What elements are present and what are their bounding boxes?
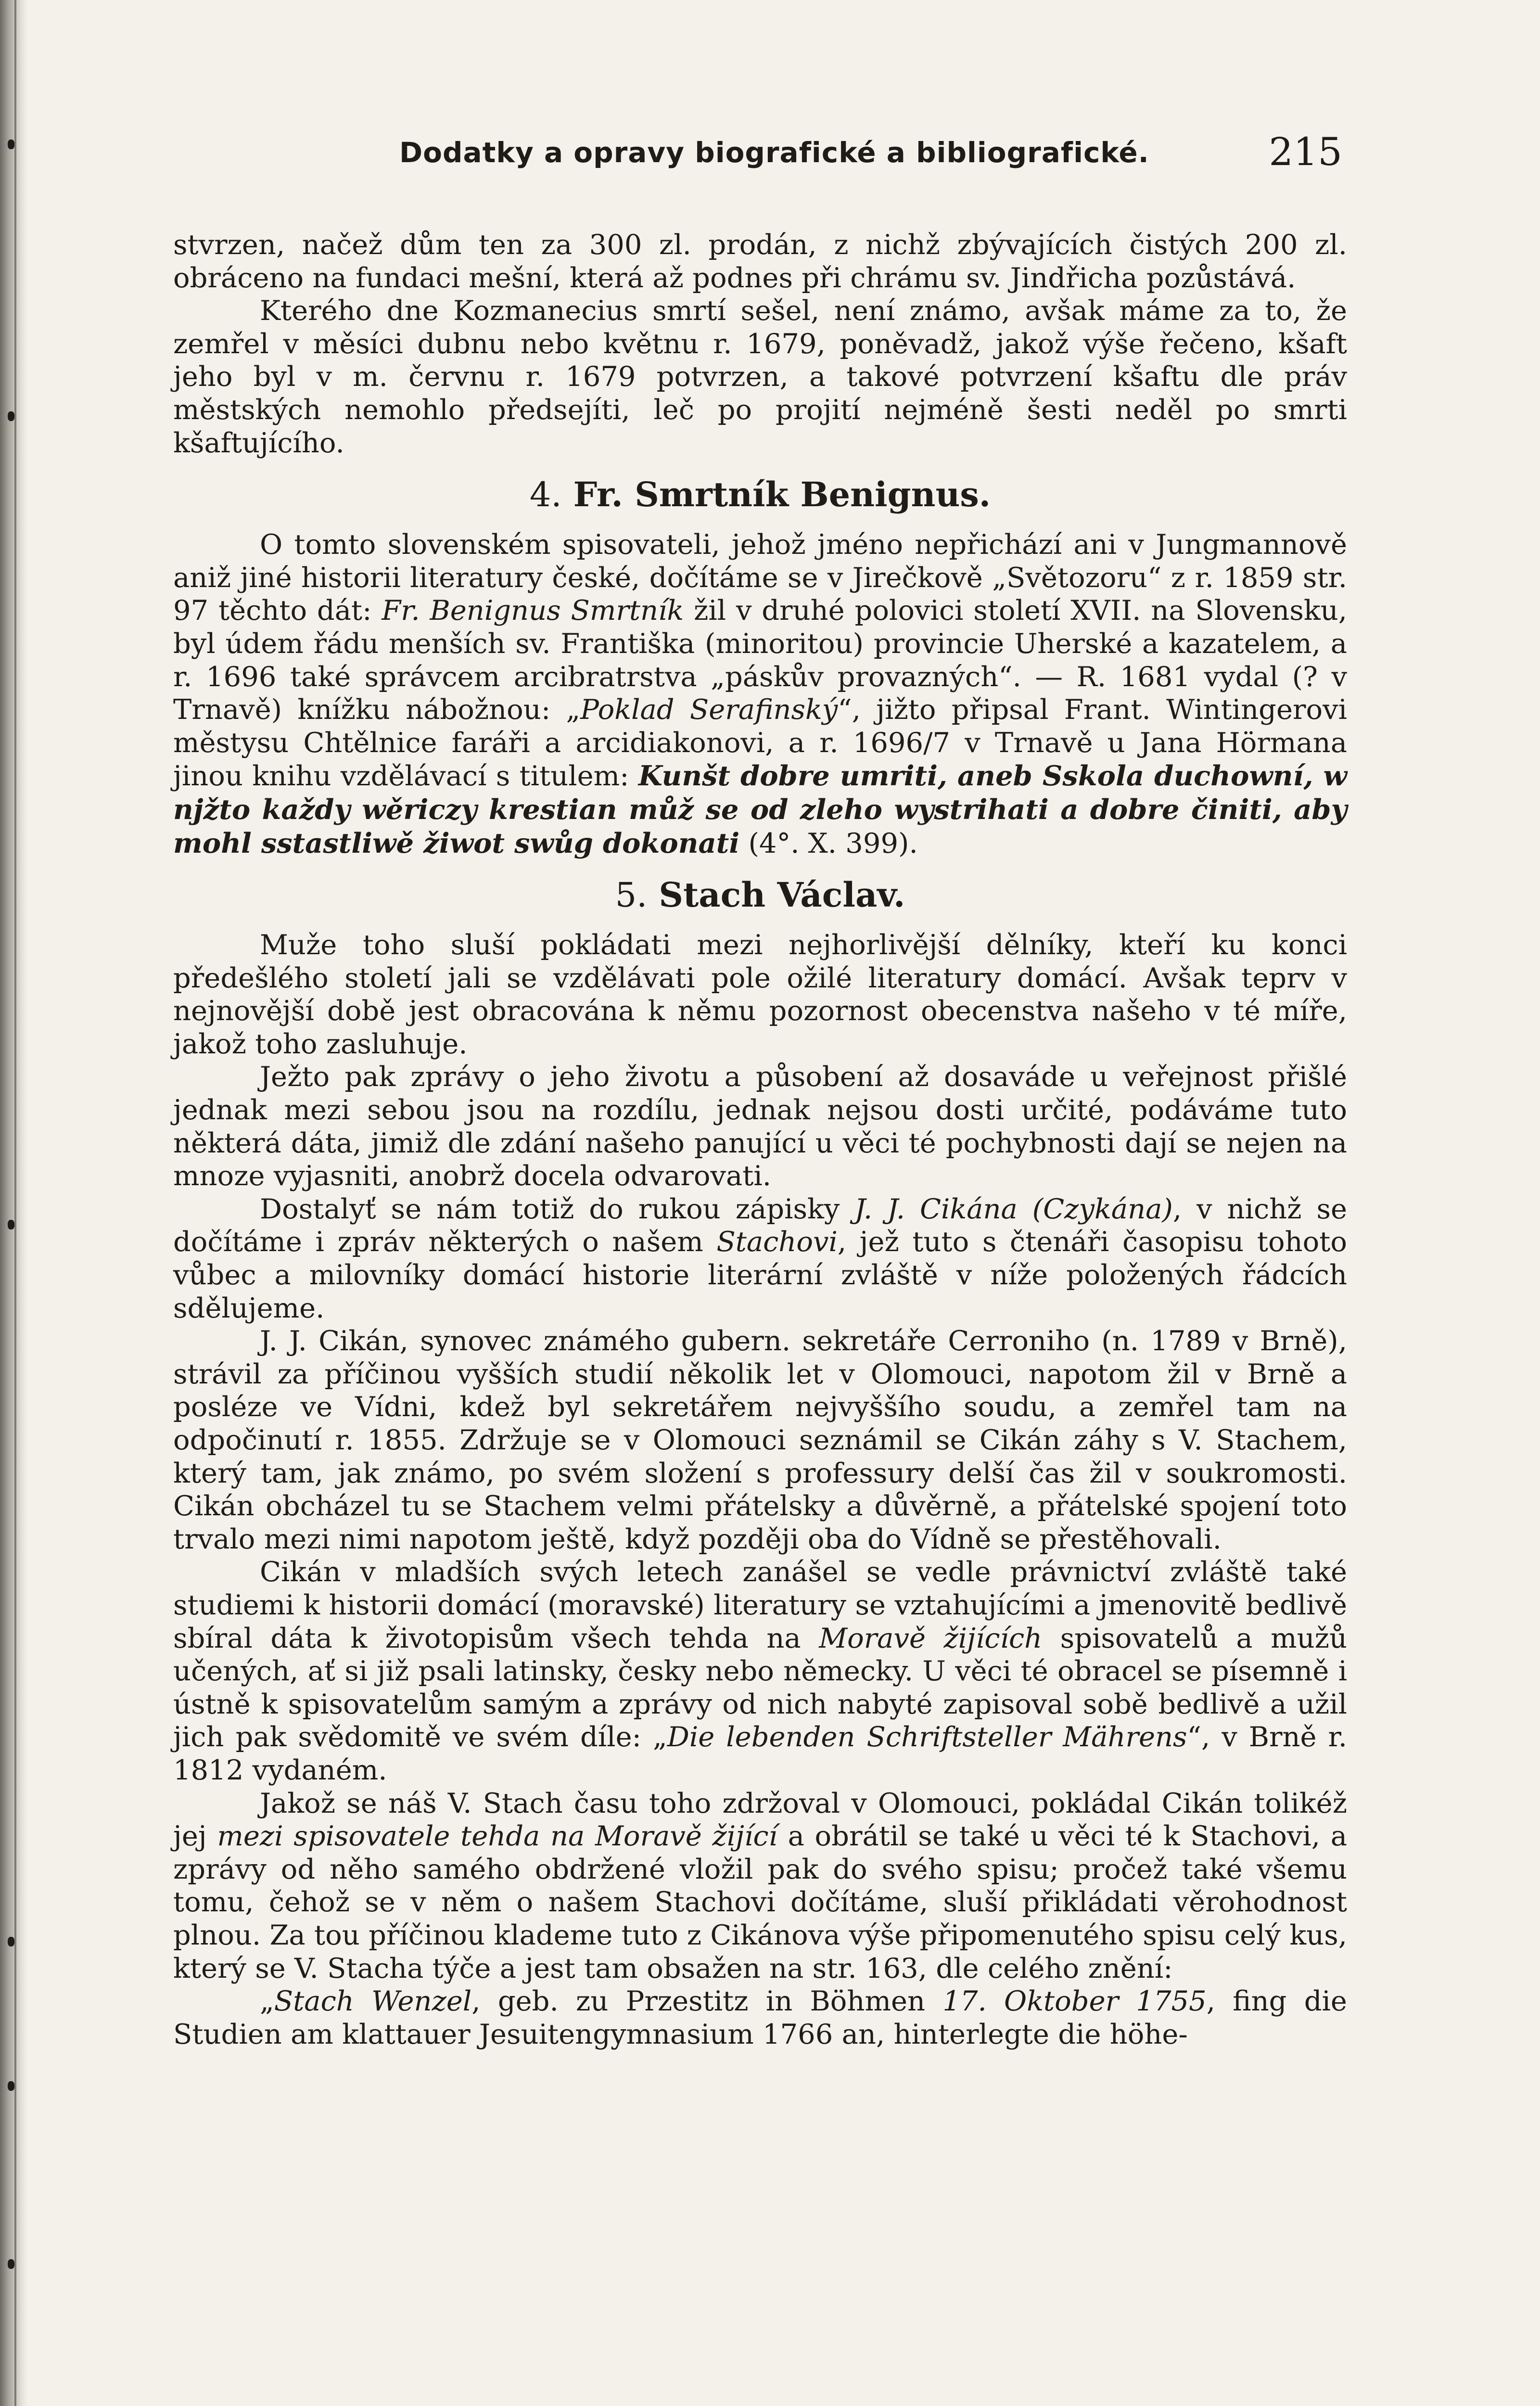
italic-name: Stach Wenzel xyxy=(274,1985,472,2018)
italic-phrase: mezi spisovatele tehda na Moravě žijící xyxy=(217,1820,777,1853)
paragraph: Ježto pak zprávy o jeho životu a působení až dosaváde u veřejnost přišlé jednak mezi sebou jsou na rozdílu, jednak nejsou dosti určité, podáváme tuto některá dáta, jimiž dle zdání našeho panující u věci té pochybnosti dají se nejen na mnoze vyjasniti, anobrž docela odvarovati. xyxy=(173,1061,1347,1192)
text-run: Dostalyť se nám totiž do rukou zápisky xyxy=(260,1192,855,1225)
text-run: O tomto slovenském spisovateli, jehož jméno nepřichází ani v Jungmannově aniž jiné historii literatury české, dočítáme se v Jirečkově „Světozoru“ z r. 1859 str. 97 těchto dát: xyxy=(173,528,1347,627)
text-run: Jakož se náš V. Stach času toho zdržoval v Olomouci, pokládal Cikán tolikéž jej xyxy=(173,1787,1347,1853)
section-title: Fr. Smrtník Benignus. xyxy=(573,474,991,515)
book-title: Die lebenden Schriftsteller Mährens xyxy=(667,1721,1187,1753)
section-number: 5. xyxy=(615,875,648,915)
page-binding-line xyxy=(14,0,16,2406)
section-number: 4. xyxy=(529,475,562,515)
text-run: , geb. zu Przestitz in Böhmen xyxy=(471,1985,943,2018)
section-title: Stach Václav. xyxy=(659,875,905,915)
italic-name: J. J. Cikána (Czykána) xyxy=(854,1192,1173,1225)
running-title: Dodatky a opravy biografické a bibliografické. xyxy=(399,136,1149,169)
paragraph xyxy=(173,1787,1347,1985)
margin-mark xyxy=(8,140,14,149)
paragraph: stvrzen, načež dům ten za 300 zl. prodán, z nichž zbývajících čistých 200 zl. obráceno na fundaci mešní, která až podnes při chrámu sv. Jindřicha pozůstává. xyxy=(173,229,1347,294)
page-header xyxy=(173,123,1347,185)
section-heading-4 xyxy=(173,475,1347,514)
italic-phrase: Moravě žijících xyxy=(819,1622,1043,1654)
margin-mark xyxy=(8,1937,14,1946)
paragraph xyxy=(173,1193,1347,1325)
italic-name: Fr. Benignus Smrtník xyxy=(382,594,684,627)
paragraph xyxy=(173,528,1347,860)
text-run: , jež tuto s čtenáři časopisu tohoto vůbec a milovníky domácí historie literární zvláště v níže položených řádcích sdělujeme. xyxy=(173,1226,1347,1324)
paragraph: Muže toho sluší pokládati mezi nejhorlivější dělníky, kteří ku konci předešlého století jali se vzdělávati pole ožilé literatury domácí. Avšak teprv v nejnovější době jest obracována k němu pozornost obecenstva našeho v té míře, jakož toho zasluhuje. xyxy=(173,929,1347,1060)
text-run: “, jižto připsal Frant. Wintingerovi městysu Chtělnice faráři a arcidiakonovi, a r. 1696/7 v Trnavě u Jana Hörmana jinou knihu vzdělávací s titulem: xyxy=(173,693,1347,793)
text-run: „ xyxy=(260,1985,274,2018)
page-number: 215 xyxy=(1269,129,1342,174)
text-run: a obrátil se také u věci té k Stachovi, a zprávy od něho samého obdržené vložil pak do svého spisu; pročež také všemu tomu, čehož se v něm o našem Stachovi dočítáme, sluší přikládati věrohodnost plnou. Za tou příčinou klademe tuto z Cikánova výše připomenutého spisu celý kus, který se V. Stacha týče a jest tam obsažen na str. 163, dle celého znění: xyxy=(173,1820,1347,1984)
paragraph: Kterého dne Kozmanecius smrtí sešel, není známo, avšak máme za to, že zemřel v měsíci dubnu nebo květnu r. 1679, poněvadž, jakož výše řečeno, kšaft jeho byl v m. červnu r. 1679 potvrzen, a takové potvrzení kšaftu dle práv městských nemohlo předsejíti, leč po projití nejméně šesti neděl po smrti kšaftujícího. xyxy=(173,294,1347,459)
text-run: “, v Brně r. 1812 vydaném. xyxy=(173,1721,1347,1786)
book-title: Poklad Serafinský xyxy=(580,693,838,726)
margin-mark xyxy=(8,1220,14,1229)
text-run: žil v druhé polovici století XVII. na Slovensku, byl údem řádu menších sv. Františka (minoritou) provincie Uherské a kazatelem, a r. 1696 také správcem arcibratrstva „páskův provazných“. — R. 1681 vydal (? v Trnavě) knížku nábožnou: „ xyxy=(173,594,1347,726)
text-run: Cikán v mladších svých letech zanášel se vedle právnictví zvláště také studiemi k historii domácí (moravské) literatury se vztahujícími a jmenovitě bedlivě sbíral dáta k životopisům všech tehda na xyxy=(173,1556,1347,1654)
text-run: (4°. X. 399). xyxy=(739,827,918,859)
margin-mark xyxy=(8,2081,14,2091)
italic-name: Stachovi xyxy=(716,1226,838,1258)
page-body xyxy=(173,229,1347,2051)
paragraph xyxy=(173,1985,1347,2051)
margin-mark xyxy=(8,2259,14,2269)
text-run: , v nichž se dočítáme i zpráv některých o našem xyxy=(173,1192,1347,1258)
section-heading-5 xyxy=(173,876,1347,914)
italic-date: 17. Oktober 1755 xyxy=(942,1985,1207,2018)
page-gutter-shadow xyxy=(0,0,28,2406)
paragraph: J. J. Cikán, synovec známého gubern. sekretáře Cerroniho (n. 1789 v Brně), strávil za příčinou vyšších studií několik let v Olomouci, napotom žil v Brně a posléze ve Vídni, kdež byl sekretářem nejvyššího soudu, a zemřel tam na odpočinutí r. 1855. Zdržuje se v Olomouci seznámil se Cikán záhy s V. Stachem, který tam, jak známo, po svém složení s professury delší čas žil v soukromosti. Cikán obcházel tu se Stachem velmi přátelsky a důvěrně, a přátelské spojení toto trvalo mezi nimi napotom ještě, když později oba do Vídně se přestěhovali. xyxy=(173,1325,1347,1555)
book-title: Kunšt dobre umriti, aneb Sskola duchowní, w njžto každy wěriczy krestian můž se od zleho wystrihati a dobre činiti, aby mohl sstastliwě žiwot swůg dokonati xyxy=(173,759,1347,859)
text-run: spisovatelů a mužů učených, ať si již psali latinsky, česky nebo německy. U věci té obracel se písemně i ústně k spisovatelům samým a zprávy od nich nabyté zapisoval sobě bedlivě a užil jich pak svědomitě ve svém díle: „ xyxy=(173,1622,1347,1753)
paragraph xyxy=(173,1556,1347,1787)
text-run: , fing die Studien am klattauer Jesuitengymnasium 1766 an, hinterlegte die höhe- xyxy=(173,1985,1347,2050)
margin-mark xyxy=(8,411,14,421)
